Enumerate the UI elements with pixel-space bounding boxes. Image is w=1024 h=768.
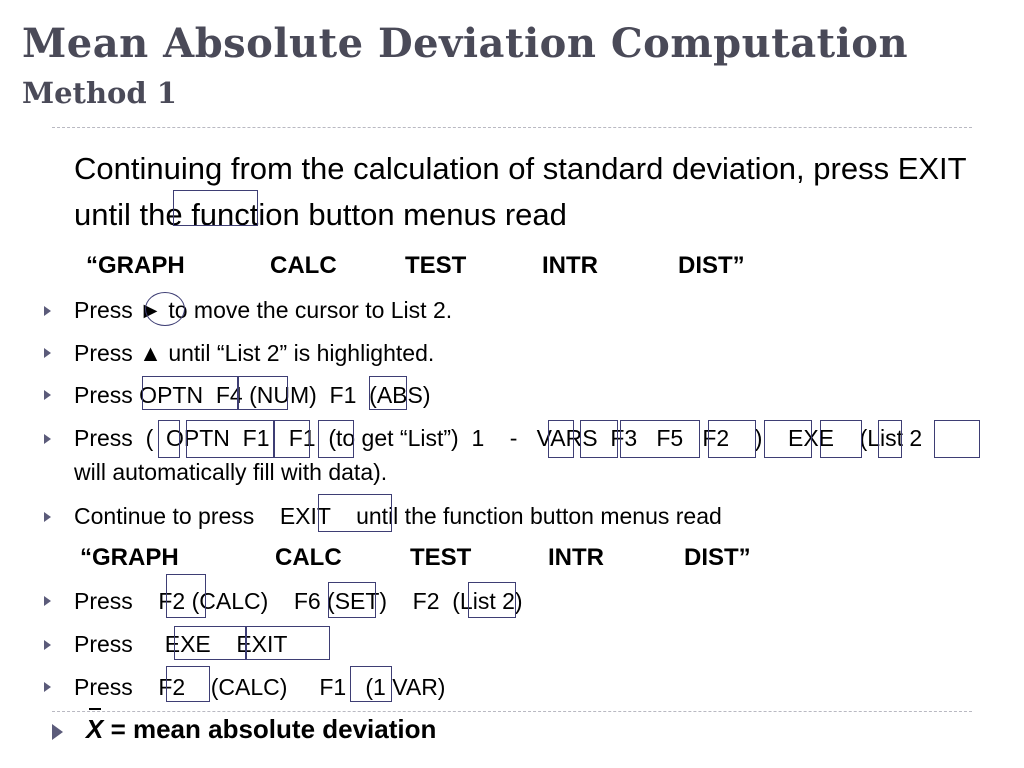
exe-box-2 (174, 626, 246, 660)
f2-calc-box (166, 574, 206, 618)
bullet-icon (44, 306, 51, 316)
step-optn: Press OPTN F4 (NUM) F1 (ABS) (74, 382, 431, 408)
right-key-highlight (145, 292, 185, 326)
optn-highlight-box (142, 376, 238, 410)
x-bar-overline (89, 708, 101, 710)
minus-box (548, 420, 574, 458)
menu-test: TEST (410, 544, 472, 571)
bullet-icon (44, 390, 51, 400)
bottom-divider (52, 711, 972, 712)
f3-box (620, 420, 700, 458)
menu-calc: CALC (270, 252, 337, 279)
bullet-icon (44, 640, 51, 650)
menu-calc: CALC (275, 544, 342, 571)
menu-intr: INTR (542, 252, 598, 279)
menu-graph: “GRAPH (86, 252, 185, 279)
exit-box-2 (318, 494, 392, 532)
step-up-arrow: Press ▲ until “List 2” is highlighted. (74, 340, 435, 366)
f5-box (708, 420, 756, 458)
f1-box-2 (274, 420, 310, 458)
step-list-formula-cont: will automatically fill with data). (74, 459, 388, 485)
bullet-icon (44, 682, 51, 692)
menu-test: TEST (405, 252, 467, 279)
conclusion-bullet-icon (52, 724, 63, 740)
mean-symbol: X (86, 714, 104, 744)
exit-highlight-box (173, 190, 258, 226)
step-continue-exit: Continue to press EXIT until the function button menus read (74, 503, 722, 529)
step-calc-set: Press F2 (CALC) F6 (SET) F2 (List 2) (74, 588, 523, 614)
f1-highlight-box (369, 376, 407, 410)
list2-box (934, 420, 980, 458)
paren-box (158, 420, 180, 458)
menu-dist: DIST” (678, 252, 745, 279)
menu-intr: INTR (548, 544, 604, 571)
step-list-formula: Press ( OPTN F1 F1 (to get “List”) 1 - VARS F3 F5 F2 ) EXE (List 2 (74, 425, 923, 451)
menu-labels-1 (86, 252, 786, 282)
step-right-arrow: Press ► to move the cursor to List 2. (74, 297, 453, 323)
bullet-icon (44, 434, 51, 444)
menu-dist: DIST” (684, 544, 751, 571)
slide-title: Mean Absolute Deviation Computation (22, 20, 909, 67)
step-exe-exit: Press EXE EXIT (74, 631, 288, 657)
f1-var-box (350, 666, 392, 702)
slide-subtitle: Method 1 (22, 76, 177, 110)
f2-box (764, 420, 812, 458)
vars-box (580, 420, 618, 458)
menu-labels-2 (80, 544, 780, 574)
bullet-icon (44, 348, 51, 358)
exit-box-3 (246, 626, 330, 660)
top-divider (52, 127, 972, 128)
bullet-icon (44, 512, 51, 522)
close-paren-box (820, 420, 862, 458)
optn-box-2 (186, 420, 274, 458)
list2-set-box (468, 582, 516, 618)
conclusion-text: = mean absolute deviation (103, 714, 437, 744)
f6-set-box (328, 582, 376, 618)
bullet-icon (44, 596, 51, 606)
f2-calc-box-2 (166, 666, 210, 702)
f1-box-3 (318, 420, 354, 458)
intro-text: Continuing from the calculation of standard deviation, press EXIT until the function button menus read (74, 151, 967, 232)
menu-graph: “GRAPH (80, 544, 179, 571)
exe-box (878, 420, 902, 458)
f4-highlight-box (238, 376, 288, 410)
conclusion (86, 714, 436, 745)
step-one-var: Press F2 (CALC) F1 (1 VAR) (74, 674, 446, 700)
